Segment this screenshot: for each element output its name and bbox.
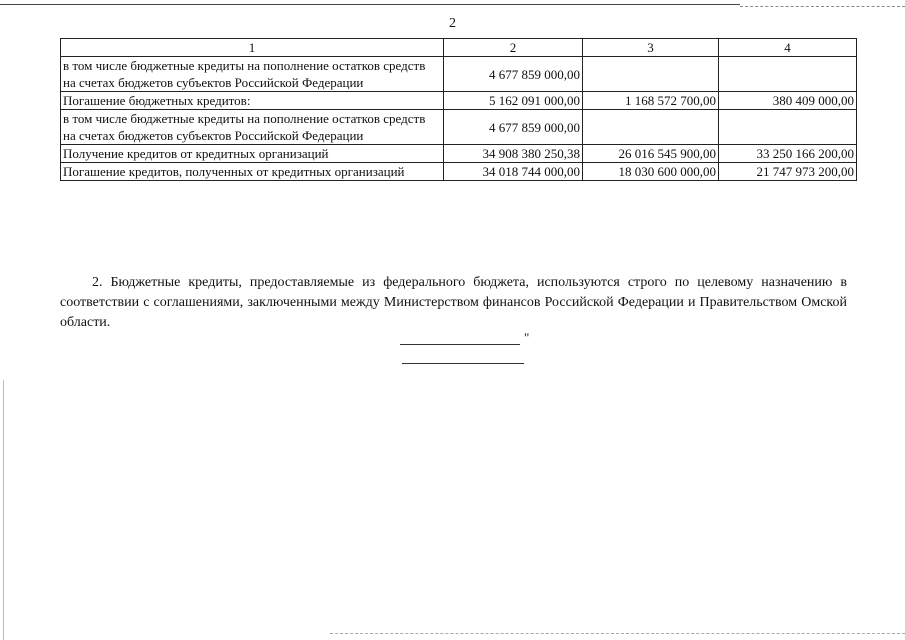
table-row <box>61 110 857 145</box>
table-header-cell-2: 2 <box>444 39 583 57</box>
scan-border-left <box>3 380 4 640</box>
row-value-col2: 5 162 091 000,00 <box>444 92 583 110</box>
row-value-col3 <box>583 110 719 145</box>
table-row <box>61 57 857 92</box>
table-row <box>61 163 857 181</box>
table-header-cell-3: 3 <box>583 39 719 57</box>
row-value-col4: 33 250 166 200,00 <box>719 145 857 163</box>
page-number: 2 <box>449 16 456 31</box>
row-value-col2: 4 677 859 000,00 <box>444 57 583 92</box>
closing-mark <box>400 332 530 348</box>
row-value-col3 <box>583 57 719 92</box>
row-value-col3: 26 016 545 900,00 <box>583 145 719 163</box>
table-header-cell-4: 4 <box>719 39 857 57</box>
closing-rule-1 <box>400 344 520 345</box>
closing-quote: " <box>524 330 530 345</box>
row-label: Получение кредитов от кредитных организаций <box>61 145 444 163</box>
row-value-col3: 18 030 600 000,00 <box>583 163 719 181</box>
row-value-col2: 34 018 744 000,00 <box>444 163 583 181</box>
row-label: Погашение бюджетных кредитов: <box>61 92 444 110</box>
row-value-col2: 4 677 859 000,00 <box>444 110 583 145</box>
table-row <box>61 145 857 163</box>
row-label: в том числе бюджетные кредиты на пополнение остатков средств на счетах бюджетов субъектов Российской Федерации <box>61 110 444 145</box>
row-value-col4 <box>719 57 857 92</box>
row-label: в том числе бюджетные кредиты на пополнение остатков средств на счетах бюджетов субъектов Российской Федерации <box>61 57 444 92</box>
table-header-row <box>61 39 857 57</box>
row-value-col2: 34 908 380 250,38 <box>444 145 583 163</box>
table-header-cell-1: 1 <box>61 39 444 57</box>
row-value-col4: 21 747 973 200,00 <box>719 163 857 181</box>
scan-border-top <box>0 4 740 5</box>
closing-rule-2 <box>402 363 524 364</box>
row-value-col3: 1 168 572 700,00 <box>583 92 719 110</box>
row-label: Погашение кредитов, полученных от кредитных организаций <box>61 163 444 181</box>
table-row <box>61 92 857 110</box>
body-paragraph: 2. Бюджетные кредиты, предоставляемые из федерального бюджета, используются строго по целевому назначению в соответствии с соглашениями, заключенными между Министерством финансов Российской Федерации и Правительством Омской области. <box>60 275 847 330</box>
scan-border-top-dashed <box>740 6 905 7</box>
budget-table <box>60 38 857 181</box>
row-value-col4: 380 409 000,00 <box>719 92 857 110</box>
row-value-col4 <box>719 110 857 145</box>
scan-border-bottom <box>330 633 905 634</box>
